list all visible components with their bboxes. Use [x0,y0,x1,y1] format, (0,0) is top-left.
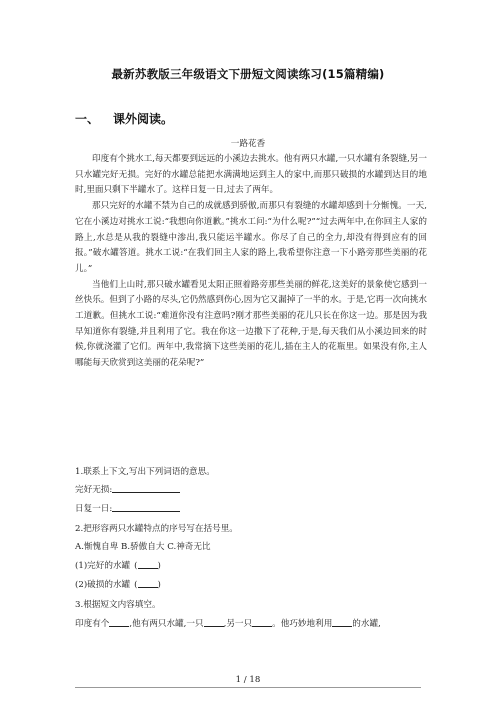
section-label: 课外阅读。 [113,112,174,126]
answer-blank[interactable] [252,617,272,627]
answer-blank[interactable] [138,578,158,588]
document-title: 最新苏教版三年级语文下册短文阅读练习(15篇精编) [111,67,385,81]
question-2-label: (2)破损的水罐 [75,580,131,590]
question-3-text: 印度有个 [75,619,110,629]
page-indicator: 1 / 18 [235,675,261,685]
question-2-item: (2)破损的水罐 ( ) [75,580,161,590]
footer-divider [75,687,421,688]
question-3-prompt: 3.根据短文内容填空。 [75,600,161,610]
essay-paragraph: 当他们上山时,那只破水罐看见太阳正照着路旁那些美丽的鲜花,这美好的景象使它感到一丝快乐。但到了小路的尽头,它仍然感到伤心,因为它又漏掉了一半的水。于是,它再一次向挑水工道歉。但挑水工说:“难道你没有注意吗?刚才那些美丽的花儿只长在你这一边。那是因为我早知道你有裂缝,并且利用了它。我在你这一边撒下了花种,于是,每天我们从小溪边回来的时候,你就浇灌了它们。两年中,我常摘下这些美丽的花儿,插在主人的花瓶里。如果没有你,主人哪能每天欣赏到这美丽的花朵呢?” [75,279,427,369]
question-1-prompt: 1.联系上下文,写出下列词语的意思。 [75,467,215,477]
question-2-item: (1)完好的水罐 ( ) [75,561,161,571]
question-1-term: 日复一日: [75,504,113,514]
answer-blank[interactable] [332,617,352,627]
question-3-fill [75,617,435,629]
essay-paragraph: 那只完好的水罐不禁为自己的成就感到骄傲,而那只有裂缝的水罐却感到十分惭愧。一天,它在小溪边对挑水工说:“我想向你道歉。”挑水工问:“为什么呢?”“过去两年中,在你回主人家的路上,水总是从我的裂缝中渗出,我只能运半罐水。你尽了自己的全力,却没有得到应有的回报。”破水罐答道。挑水工说:“在我们回主人家的路上,我希望你注意一下小路旁那些美丽的花儿。” [75,201,427,274]
question-2-options: A.惭愧自卑 B.骄傲自大 C.神奇无比 [75,542,211,552]
essay-body [75,152,427,372]
question-1-term: 完好无损: [75,485,113,495]
question-1-item [75,483,435,495]
section-number: 一、 [75,112,100,126]
answer-blank[interactable] [112,502,180,512]
question-3-text: 的水罐, [352,619,381,629]
section-heading [75,110,173,127]
question-2-label: (1)完好的水罐 [75,561,131,571]
answer-blank[interactable] [112,483,180,493]
answer-blank[interactable] [109,617,129,627]
essay-paragraph: 印度有个挑水工,每天都要到远远的小溪边去挑水。他有两只水罐,一只水罐有条裂缝,另一只水罐完好无损。完好的水罐总能把水满满地运到主人的家中,而那只破损的水罐到达目的地时,里面只剩下半罐水了。这样日复一日,过去了两年。 [75,154,427,196]
essay-title: 一路花香 [230,139,266,149]
question-2-prompt: 2.把形容两只水罐特点的序号写在括号里。 [75,524,238,534]
question-3-text: ,他有两只水罐,一只 [129,619,204,629]
answer-blank[interactable] [138,559,158,569]
question-1-item [75,502,435,514]
answer-blank[interactable] [204,617,224,627]
question-3-text: 。他巧妙地利用 [272,619,333,629]
question-3-text: ,另一只 [223,619,253,629]
